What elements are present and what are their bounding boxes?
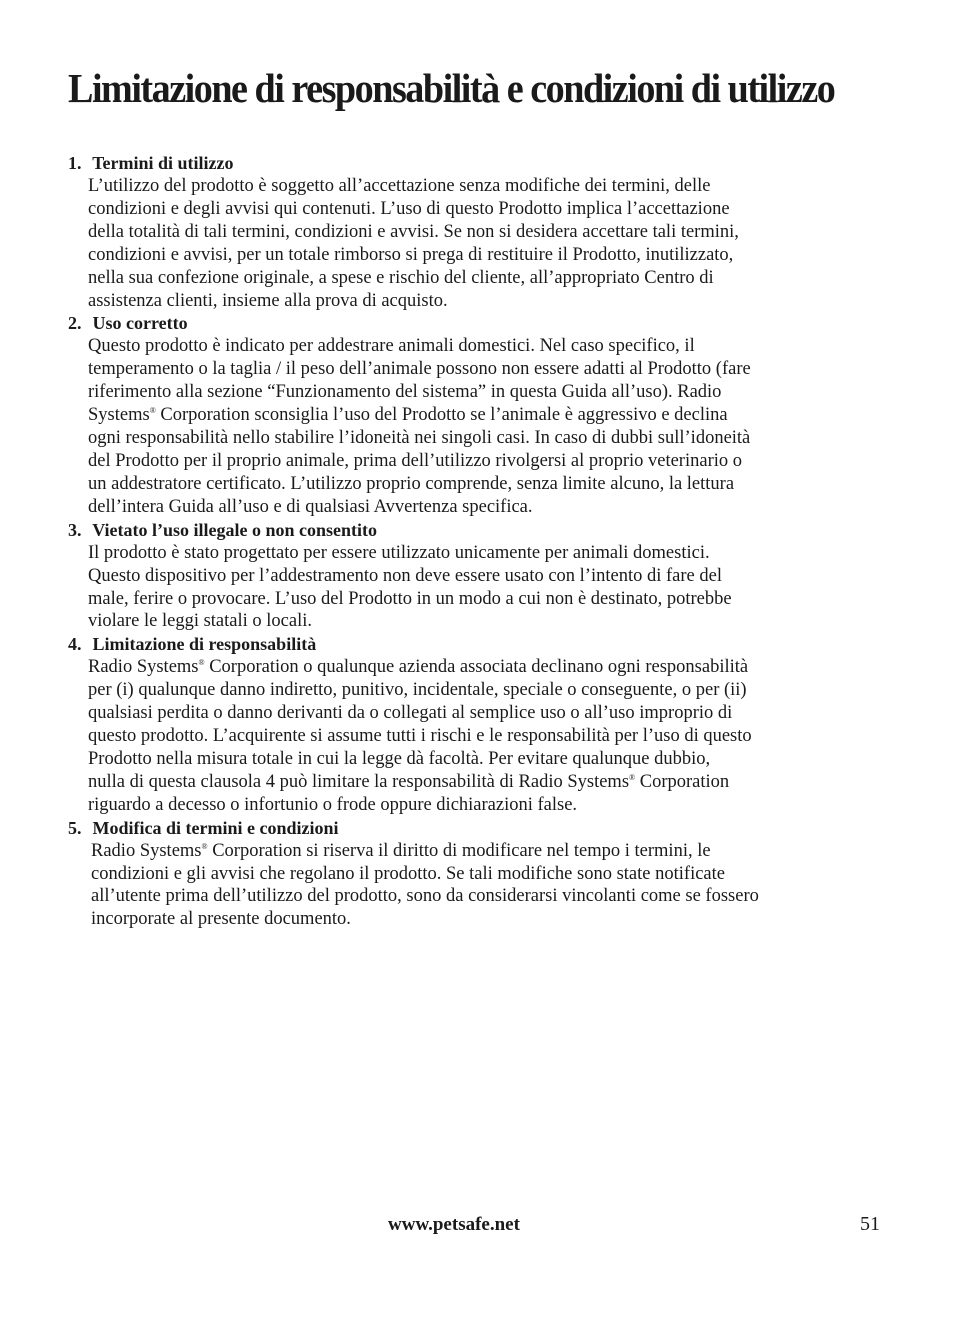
section-body	[68, 542, 888, 634]
text-line: della totalità di tali termini, condizioni e avvisi. Se non si desidera accettare tali termini,	[88, 221, 739, 242]
text-line: condizioni e avvisi, per un totale rimborso si prega di restituire il Prodotto, inutilizzato,	[88, 244, 734, 265]
footer-url-link[interactable]: www.petsafe.net	[388, 1214, 520, 1235]
section-body	[68, 656, 888, 816]
registered-trademark-symbol: ®	[198, 658, 205, 668]
text-line: del Prodotto per il proprio animale, prima dell’utilizzo rivolgersi al proprio veterinario o	[88, 450, 742, 471]
section-number: 3.	[68, 519, 82, 540]
text-line: riferimento alla sezione “Funzionamento del sistema” in questa Guida all’uso). Radio	[88, 382, 722, 403]
section-heading-text: Vietato l’uso illegale o non consentito	[92, 519, 378, 540]
section-terms-of-use	[68, 152, 898, 312]
text-line: ogni responsabilità nello stabilire l’idoneità nei singoli casi. In caso di dubbi sull’idoneità	[88, 428, 751, 449]
section-body	[68, 175, 888, 312]
text-line: L’utilizzo del prodotto è soggetto all’accettazione senza modifiche dei termini, delle	[88, 176, 711, 196]
section-correct-use	[68, 312, 898, 518]
text-line: Il prodotto è stato progettato per essere utilizzato unicamente per animali domestici.	[88, 542, 710, 563]
registered-trademark-symbol: ®	[629, 772, 636, 782]
text-line: incorporate al presente documento.	[91, 909, 351, 930]
section-number: 4.	[68, 634, 82, 655]
text-line: temperamento o la taglia / il peso dell’animale possono non essere adatti al Prodotto (fare	[88, 359, 751, 380]
text-line: Radio Systems® Corporation si riserva il diritto di modificare nel tempo i termini, le	[91, 840, 711, 861]
text-line: qualsiasi perdita o danno derivanti da o collegati al semplice uso o all’uso improprio di	[88, 703, 733, 724]
text-line: dell’intera Guida all’uso e di qualsiasi Avvertenza specifica.	[88, 496, 533, 517]
text-line: all’utente prima dell’utilizzo del prodotto, sono da considerarsi vincolanti come se fossero	[91, 886, 759, 907]
text-line: assistenza clienti, insieme alla prova di acquisto.	[88, 290, 448, 311]
section-number: 1.	[68, 153, 82, 173]
text-line: condizioni e degli avvisi qui contenuti. L’uso di questo Prodotto implica l’accettazione	[88, 198, 730, 219]
registered-trademark-symbol: ®	[201, 841, 208, 851]
page-number: 51	[860, 1213, 880, 1235]
section-body	[68, 840, 891, 932]
section-body	[68, 335, 888, 518]
text-line: Systems® Corporation sconsiglia l’uso del Prodotto se l’animale è aggressivo e declina	[88, 405, 728, 426]
text-line: Questo dispositivo per l’addestramento non deve essere usato con l’intento di fare del	[88, 565, 722, 586]
registered-trademark-symbol: ®	[149, 406, 156, 416]
section-heading	[68, 633, 898, 656]
text-line: questo prodotto. L’acquirente si assume tutti i rischi e le responsabilità per l’uso di questo	[88, 726, 752, 747]
terms-sections	[68, 152, 898, 931]
section-heading	[68, 312, 898, 335]
text-line: condizioni e gli avvisi che regolano il prodotto. Se tali modifiche sono state notificate	[91, 863, 725, 884]
text-line: Radio Systems® Corporation o qualunque azienda associata declinano ogni responsabilità	[88, 657, 749, 678]
text-line: male, ferire o provocare. L’uso del Prodotto in un modo a cui non è destinato, potrebbe	[88, 588, 732, 609]
section-heading-text: Uso corretto	[92, 313, 188, 334]
section-heading-text: Termini di utilizzo	[92, 153, 234, 173]
section-liability-limitation	[68, 633, 898, 816]
section-number: 5.	[68, 817, 82, 838]
section-heading	[68, 152, 898, 175]
section-illegal-use	[68, 519, 898, 634]
section-terms-modification	[68, 817, 898, 932]
section-heading	[68, 519, 898, 542]
text-line: un addestratore certificato. L’utilizzo proprio comprende, senza limite alcuno, la lettura	[88, 473, 735, 494]
section-heading	[68, 817, 898, 840]
section-heading-text: Modifica di termini e condizioni	[92, 817, 339, 838]
text-line: violare le leggi statali o locali.	[88, 611, 312, 632]
text-line: riguardo a decesso o infortunio o frode oppure dichiarazioni false.	[88, 794, 578, 815]
text-line: Questo prodotto è indicato per addestrare animali domestici. Nel caso specifico, il	[88, 336, 695, 357]
page-title: Limitazione di responsabilità e condizioni di utilizzo	[68, 65, 835, 111]
text-line: per (i) qualunque danno indiretto, punitivo, incidentale, speciale o conseguente, o per (ii)	[88, 680, 747, 701]
text-line: nella sua confezione originale, a spese e rischio del cliente, all’appropriato Centro di	[88, 267, 714, 288]
text-line: Prodotto nella misura totale in cui la legge dà facoltà. Per evitare qualunque dubbio,	[88, 748, 711, 769]
text-line: nulla di questa clausola 4 può limitare la responsabilità di Radio Systems® Corporation	[88, 771, 730, 792]
section-number: 2.	[68, 313, 82, 334]
section-heading-text: Limitazione di responsabilità	[92, 634, 317, 655]
